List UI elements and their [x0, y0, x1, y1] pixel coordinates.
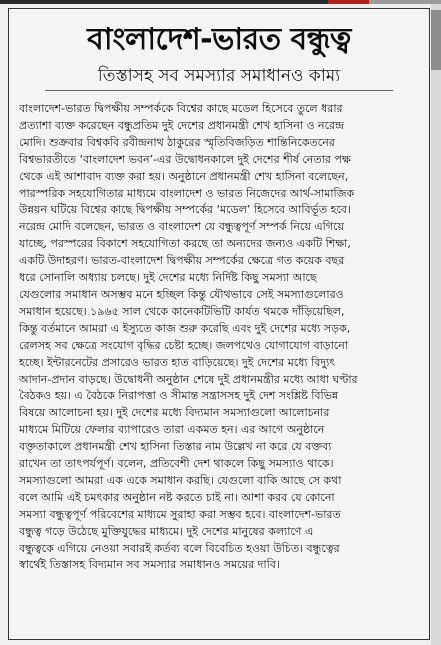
body-line: মাধ্যমে মিটিয়ে ফেলার ব্যাপারেও তারা একমত হন। এর আগে অনুষ্ঠানে [19, 423, 325, 437]
body-line: বলে আমি এই চমৎকার অনুষ্ঠান নষ্ট করতে চাই না। আশা করব যে কোনো [19, 490, 335, 504]
body-line: যেগুলোর সমাধান অসম্ভব মনে হচ্ছিল কিন্তু যৌথভাবে সেই সমস্যাগুলোরও [19, 287, 344, 301]
right-margin-strip [431, 4, 441, 645]
body-line: পারস্পরিক সহযোগিতার মাধ্যমে বাংলাদেশ ও ভারত নিজেদের আর্থ-সামাজিক [19, 186, 355, 200]
body-line: স্বার্থেই তিস্তাসহ বিদ্যমান সব সমস্যার সমাধানও সময়ের দাবি। [19, 558, 280, 572]
body-line: একটি উদাহরণ। ভারত-বাংলাদেশ দ্বিপক্ষীয় সম্পর্কের ক্ষেত্রে গত কয়েক বছর [19, 254, 345, 268]
body-line: কিন্তু বর্তমানে আমরা এ ইস্যুতে কাজ শুরু করেছি এবং দুই দেশের মধ্যে সড়ক, [19, 321, 351, 335]
body-line: বক্তৃতাকালে প্রধানমন্ত্রী শেখ হাসিনা তিস্তার নাম উল্লেখ না করে যে বক্তব্য [19, 440, 332, 454]
body-line: ধরে সোনালি অধ্যায় চলছে। দুই দেশের মধ্যে নির্দিষ্ট কিছু সমস্যা আছে [19, 271, 317, 285]
body-line: যাচ্ছে, পরস্পরের বিকাশে সহযোগিতা করছে তা অন্যদের জন্যও একটি শিক্ষা, [19, 237, 351, 251]
body-line: উন্নয়ন ঘটিয়ে বিশ্বের কাছে দ্বিপক্ষীয় সম্পর্কের ‘মডেল’ হিসেবে আবির্ভূত হবে। [19, 203, 351, 217]
body-line: বন্ধুত্বকে এগিয়ে নেওয়া সবারই কর্তব্য বলে বিবেচিত হওয়া উচিত। বন্ধুত্বের [19, 541, 340, 555]
headline: বাংলাদেশ-ভারত বন্ধুত্ব [87, 22, 351, 57]
body-line: থেকে এই আশাবাদ ব্যক্ত করা হয়। অনুষ্ঠানে প্রধানমন্ত্রী শেখ হাসিনা বলেছেন, [19, 169, 349, 183]
top-bar-red-segment [328, 0, 369, 4]
subheadline: তিস্তাসহ সব সমস্যার সমাধানও কাম্য [45, 65, 393, 91]
body-line: সমস্যাগুলো আমরা এক একে সমাধান করছি। যেগুলো বাকি আছে সে কথা [19, 473, 342, 487]
article-body [19, 101, 419, 574]
body-line: রাখেন তা তাৎপর্যপূর্ণ। বলেন, প্রতিবেশী দেশ থাকলে কিছু সমস্যাও থাকে। [19, 457, 334, 471]
body-line: সমাধান হয়েছে। ১৯৬৫ সাল থেকে কানেকটিভিটি কার্যত থমকে দাঁড়িয়েছিল, [19, 304, 345, 318]
body-line: মোদি। শুক্রবার বিশ্বকবি রবীন্দ্রনাথ ঠাকুরের স্মৃতিবিজড়িত শান্তিনিকেতনের [19, 135, 335, 149]
body-line: বৈঠকও হয়। এ বৈঠকে নিরাপত্তা ও সীমান্ত সন্ত্রাসসহ দুই দেশ সংশ্লিষ্ট বিভিন্ন [19, 389, 339, 403]
body-line: প্রত্যাশা ব্যক্ত করেছেন বন্ধুপ্রতিম দুই দেশের প্রধানমন্ত্রী শেখ হাসিনা ও নরেন্দ্র [19, 118, 344, 132]
body-line: বিশ্বভারতীতে ‘বাংলাদেশ ভবন’-এর উদ্বোধনকালে দুই দেশের শীর্ষ নেতার পক্ষ [19, 152, 351, 166]
top-bar-dark-segment [0, 0, 328, 4]
body-line: বন্ধুত্ব গড়ে উঠেছে মুক্তিযুদ্ধের মাধ্যমে। দুই দেশের মানুষের কল্যাণে এ [19, 524, 314, 538]
editorial-article [8, 8, 430, 640]
body-line: রেলসহ সব ক্ষেত্রে সংযোগ বৃদ্ধির চেষ্টা হচ্ছে। জলপথেও যোগাযোগ বাড়ানো [19, 338, 348, 352]
top-color-bar [0, 0, 441, 4]
right-strip-marker [431, 10, 441, 70]
body-line: বিষয়ে আলোচনা হয়। দুই দেশের মধ্যে বিদ্যমান সমস্যাগুলো আলোচনার [19, 406, 330, 420]
body-line: আদান-প্রদান বাড়ছে। উদ্বোধনী অনুষ্ঠান শেষে দুই প্রধানমন্ত্রীর মধ্যে আধা ঘণ্টার [19, 372, 358, 386]
body-line: সমস্যা বন্ধুত্বপূর্ণ পরিবেশের মাধ্যমে সুরাহা করা সম্ভব হবে। বাংলাদেশ-ভারত [19, 507, 341, 521]
body-line: হচ্ছে। ইন্টারনেটের প্রসারেও ভারত হাত বাড়িয়েছে। দুই দেশের মধ্যে বিদ্যুৎ [19, 355, 336, 369]
body-line: নরেন্দ্র মোদি বলেছেন, ভারত ও বাংলাদেশ যে বন্ধুত্বপূর্ণ সম্পর্ক নিয়ে এগিয়ে [19, 220, 344, 234]
body-line: বাংলাদেশ-ভারত দ্বিপক্ষীয় সম্পর্ককে বিশ্বের কাছে মডেল হিসেবে তুলে ধরার [19, 102, 343, 115]
